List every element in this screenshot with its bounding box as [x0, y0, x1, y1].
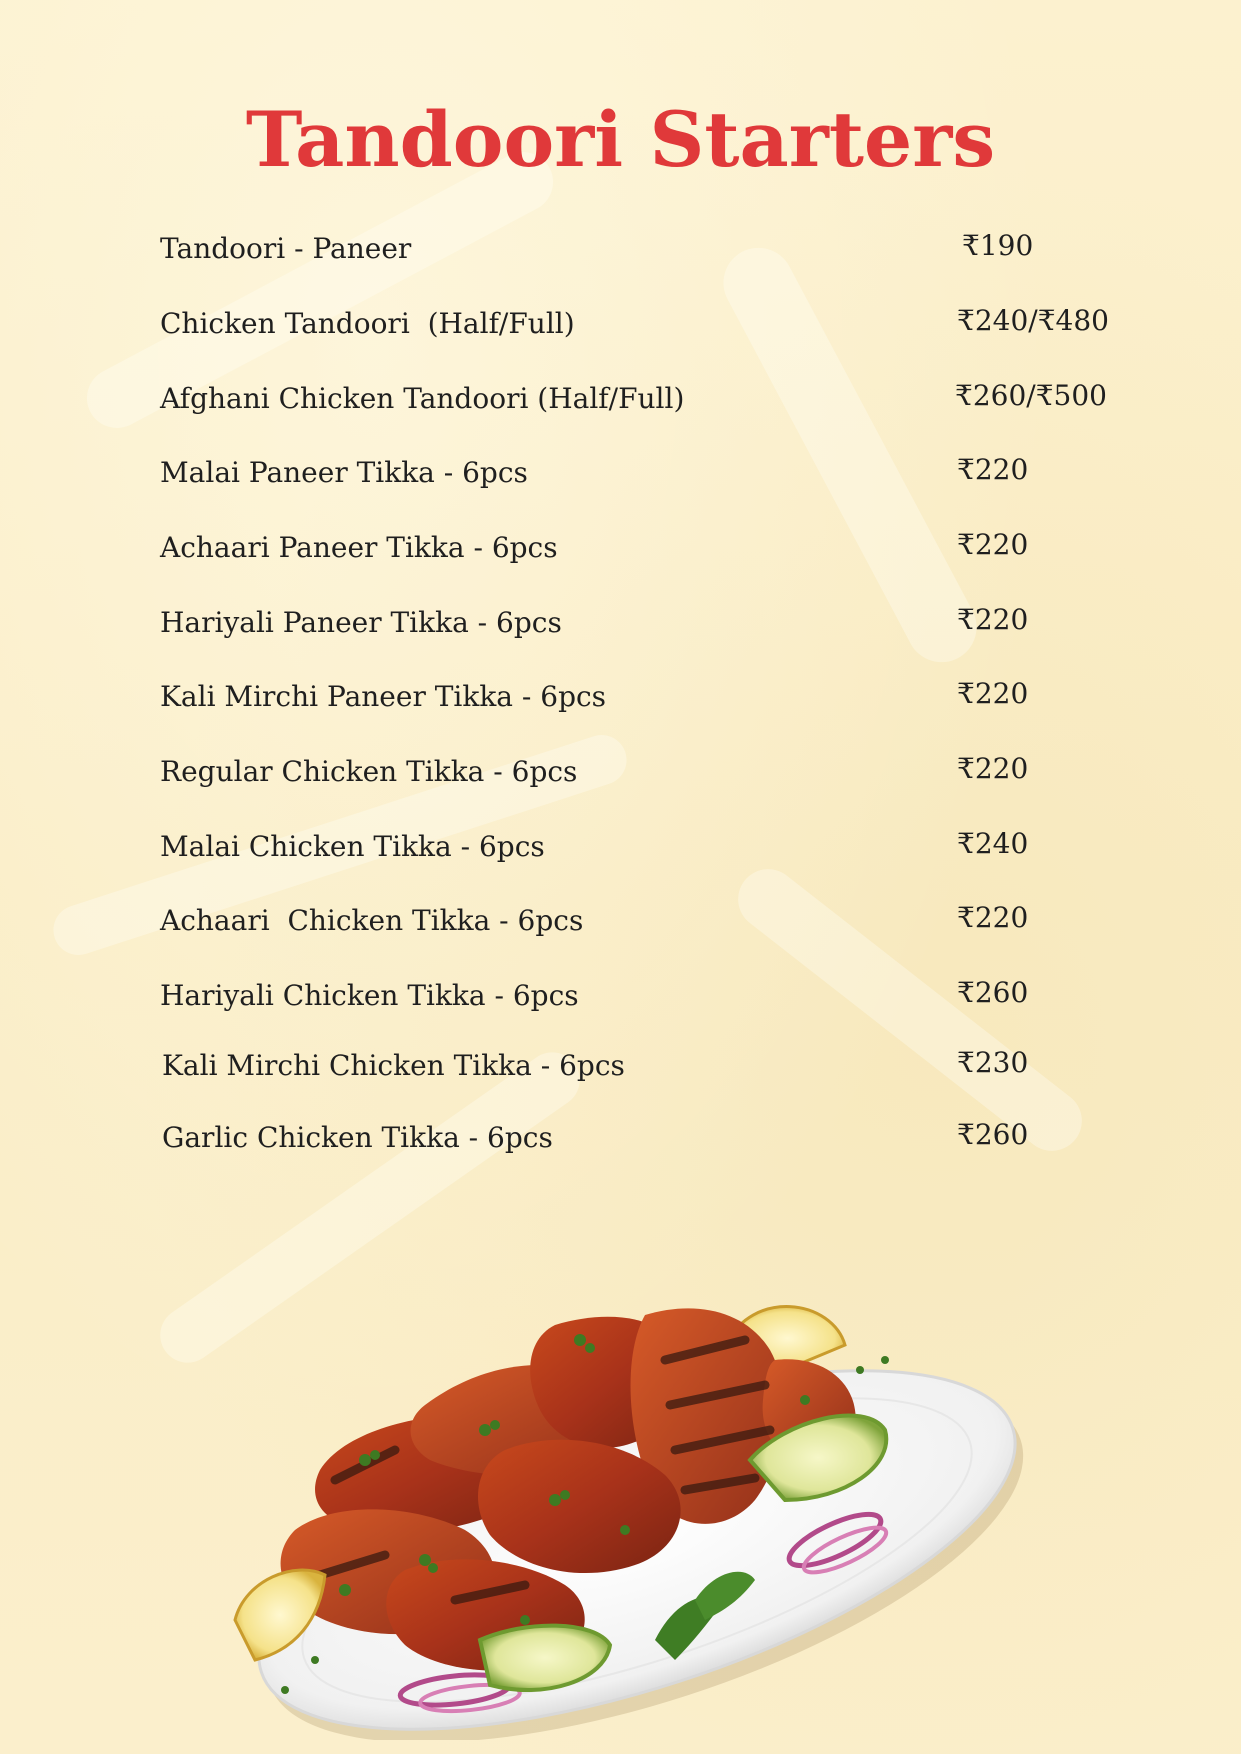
menu-item: [160, 976, 1120, 1029]
menu-item-price: ₹220: [957, 453, 1029, 486]
menu-item-price: ₹220: [957, 901, 1029, 934]
menu-item-price: ₹190: [962, 229, 1034, 262]
menu-item-name: Kali Mirchi Paneer Tikka - 6pcs: [160, 680, 607, 713]
menu-item: [160, 677, 1120, 730]
menu-item-name: Tandoori - Paneer: [160, 232, 412, 265]
menu-item-name: Malai Paneer Tikka - 6pcs: [160, 456, 528, 489]
menu-item-name: Malai Chicken Tikka - 6pcs: [160, 830, 545, 863]
menu-item-name: Hariyali Chicken Tikka - 6pcs: [160, 979, 579, 1012]
menu-item-name: Kali Mirchi Chicken Tikka - 6pcs: [162, 1049, 625, 1082]
menu-item-price: ₹230: [957, 1046, 1029, 1079]
menu-item: [160, 304, 1120, 357]
menu-item-price: ₹220: [957, 528, 1029, 561]
menu-item: [160, 752, 1120, 805]
menu-item-price: ₹220: [957, 677, 1029, 710]
menu-item-name: Regular Chicken Tikka - 6pcs: [160, 755, 578, 788]
menu-item: [160, 229, 1120, 282]
menu-item: [160, 1046, 1120, 1099]
menu-item-name: Achaari Paneer Tikka - 6pcs: [160, 531, 558, 564]
menu-item: [160, 827, 1120, 880]
menu-item: [160, 379, 1120, 432]
menu-item-name: Hariyali Paneer Tikka - 6pcs: [160, 606, 562, 639]
menu-item-name: Garlic Chicken Tikka - 6pcs: [162, 1121, 553, 1154]
menu-item-price: ₹260/₹500: [955, 379, 1107, 412]
menu-item-name: Achaari Chicken Tikka - 6pcs: [160, 904, 584, 937]
tandoori-chicken-platter-icon: [225, 1300, 1055, 1740]
menu-item-price: ₹220: [957, 752, 1029, 785]
menu-item: [160, 528, 1120, 581]
menu-item: [160, 453, 1120, 506]
menu-item-price: ₹260: [957, 976, 1029, 1009]
menu-item: [160, 603, 1120, 656]
menu-item-price: ₹260: [957, 1118, 1029, 1151]
menu-item: [160, 901, 1120, 954]
menu-item-price: ₹240/₹480: [957, 304, 1109, 337]
menu-item-name: Afghani Chicken Tandoori (Half/Full): [160, 382, 685, 415]
menu-item-price: ₹240: [957, 827, 1029, 860]
menu-item: [160, 1118, 1120, 1171]
menu-title: Tandoori Starters: [245, 95, 996, 184]
menu-item-name: Chicken Tandoori (Half/Full): [160, 307, 575, 340]
menu-item-price: ₹220: [957, 603, 1029, 636]
